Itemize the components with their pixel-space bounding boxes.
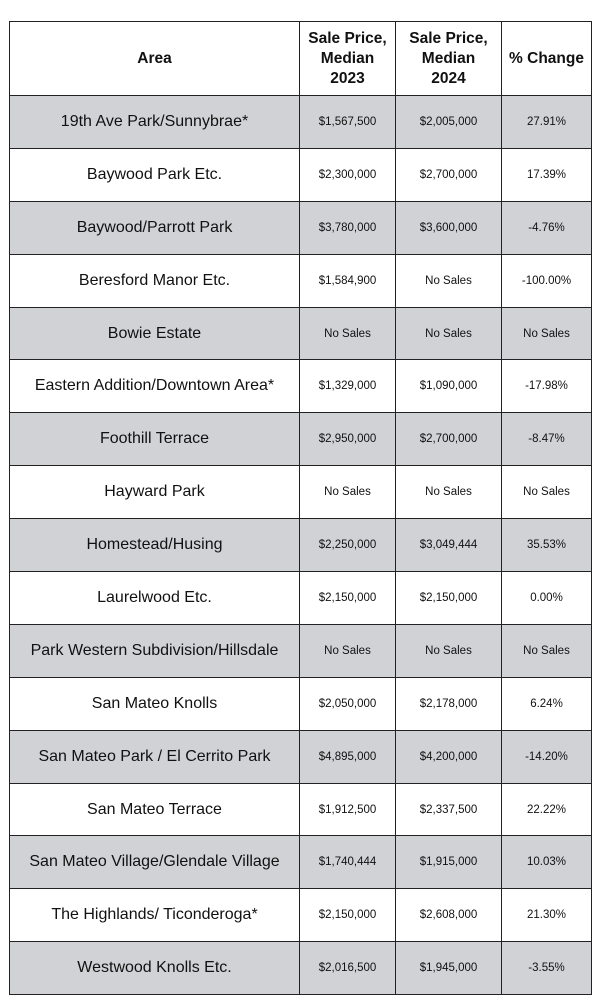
- median-sale-price-table-container: [9, 21, 591, 995]
- area-cell: Hayward Park: [10, 466, 300, 519]
- median-2023-cell: No Sales: [300, 466, 396, 519]
- area-cell: San Mateo Village/Glendale Village: [10, 836, 300, 889]
- header-line: Median: [421, 49, 476, 67]
- median-2023-cell: $2,300,000: [300, 148, 396, 201]
- median-2024-cell: $3,600,000: [396, 201, 502, 254]
- table-row: [10, 96, 592, 149]
- median-2024-cell: $2,700,000: [396, 148, 502, 201]
- median-2023-cell: $1,329,000: [300, 360, 396, 413]
- header-line: % Change: [509, 49, 584, 67]
- median-2024-cell: No Sales: [396, 307, 502, 360]
- median-2023-cell: $4,895,000: [300, 730, 396, 783]
- percent-change-cell: 6.24%: [502, 677, 592, 730]
- median-2024-cell: $1,945,000: [396, 942, 502, 995]
- percent-change-cell: -100.00%: [502, 254, 592, 307]
- median-2024-cell: No Sales: [396, 624, 502, 677]
- area-cell: Park Western Subdivision/Hillsdale: [10, 624, 300, 677]
- table-row: [10, 889, 592, 942]
- median-2023-cell: $1,912,500: [300, 783, 396, 836]
- median-2023-cell: No Sales: [300, 307, 396, 360]
- area-cell: Eastern Addition/Downtown Area*: [10, 360, 300, 413]
- percent-change-cell: 0.00%: [502, 572, 592, 625]
- percent-change-cell: -14.20%: [502, 730, 592, 783]
- area-cell: Homestead/Husing: [10, 519, 300, 572]
- header-row: [10, 22, 592, 96]
- percent-change-cell: 22.22%: [502, 783, 592, 836]
- area-cell: Baywood Park Etc.: [10, 148, 300, 201]
- median-2024-cell: $2,608,000: [396, 889, 502, 942]
- table-row: [10, 836, 592, 889]
- percent-change-cell: -17.98%: [502, 360, 592, 413]
- median-2024-cell: No Sales: [396, 466, 502, 519]
- area-cell: Laurelwood Etc.: [10, 572, 300, 625]
- header-line: 2024: [431, 69, 466, 87]
- table-row: [10, 942, 592, 995]
- median-2023-cell: $3,780,000: [300, 201, 396, 254]
- median-2023-cell: No Sales: [300, 624, 396, 677]
- area-cell: San Mateo Terrace: [10, 783, 300, 836]
- percent-change-cell: -8.47%: [502, 413, 592, 466]
- median-2023-cell: $2,050,000: [300, 677, 396, 730]
- area-cell: The Highlands/ Ticonderoga*: [10, 889, 300, 942]
- area-cell: Foothill Terrace: [10, 413, 300, 466]
- header-line: Sale Price,: [409, 29, 488, 47]
- median-2024-cell: $2,700,000: [396, 413, 502, 466]
- table-row: [10, 360, 592, 413]
- area-cell: 19th Ave Park/Sunnybrae*: [10, 96, 300, 149]
- header-sale-price-median-2023: [300, 22, 396, 96]
- percent-change-cell: No Sales: [502, 307, 592, 360]
- header-sale-price-median-2024: [396, 22, 502, 96]
- median-2024-cell: $2,178,000: [396, 677, 502, 730]
- table-row: [10, 677, 592, 730]
- area-cell: Beresford Manor Etc.: [10, 254, 300, 307]
- median-2023-cell: $2,250,000: [300, 519, 396, 572]
- median-2023-cell: $2,150,000: [300, 572, 396, 625]
- area-cell: Westwood Knolls Etc.: [10, 942, 300, 995]
- table-row: [10, 624, 592, 677]
- table-row: [10, 148, 592, 201]
- table-row: [10, 307, 592, 360]
- median-2023-cell: $1,567,500: [300, 96, 396, 149]
- median-2024-cell: $1,915,000: [396, 836, 502, 889]
- table-row: [10, 413, 592, 466]
- percent-change-cell: No Sales: [502, 624, 592, 677]
- table-row: [10, 519, 592, 572]
- table-row: [10, 572, 592, 625]
- median-2023-cell: $1,740,444: [300, 836, 396, 889]
- table-row: [10, 783, 592, 836]
- percent-change-cell: 17.39%: [502, 148, 592, 201]
- median-2024-cell: $2,005,000: [396, 96, 502, 149]
- percent-change-cell: 35.53%: [502, 519, 592, 572]
- percent-change-cell: 10.03%: [502, 836, 592, 889]
- median-2024-cell: $2,150,000: [396, 572, 502, 625]
- table-header: [10, 22, 592, 96]
- header-line: 2023: [330, 69, 365, 87]
- median-2023-cell: $1,584,900: [300, 254, 396, 307]
- median-2024-cell: $3,049,444: [396, 519, 502, 572]
- table-body: [10, 96, 592, 995]
- median-2023-cell: $2,150,000: [300, 889, 396, 942]
- header-line: Area: [137, 49, 172, 67]
- table-row: [10, 201, 592, 254]
- median-2024-cell: $1,090,000: [396, 360, 502, 413]
- header-line: Sale Price,: [308, 29, 387, 47]
- area-cell: Baywood/Parrott Park: [10, 201, 300, 254]
- percent-change-cell: -4.76%: [502, 201, 592, 254]
- median-2024-cell: $4,200,000: [396, 730, 502, 783]
- median-2023-cell: $2,016,500: [300, 942, 396, 995]
- area-cell: San Mateo Park / El Cerrito Park: [10, 730, 300, 783]
- table-row: [10, 466, 592, 519]
- percent-change-cell: -3.55%: [502, 942, 592, 995]
- percent-change-cell: No Sales: [502, 466, 592, 519]
- median-2023-cell: $2,950,000: [300, 413, 396, 466]
- percent-change-cell: 27.91%: [502, 96, 592, 149]
- header-area: [10, 22, 300, 96]
- table-row: [10, 254, 592, 307]
- median-2024-cell: No Sales: [396, 254, 502, 307]
- header-line: Median: [320, 49, 375, 67]
- header-percent-change: [502, 22, 592, 96]
- median-sale-price-table: [9, 21, 592, 995]
- table-row: [10, 730, 592, 783]
- median-2024-cell: $2,337,500: [396, 783, 502, 836]
- percent-change-cell: 21.30%: [502, 889, 592, 942]
- area-cell: Bowie Estate: [10, 307, 300, 360]
- area-cell: San Mateo Knolls: [10, 677, 300, 730]
